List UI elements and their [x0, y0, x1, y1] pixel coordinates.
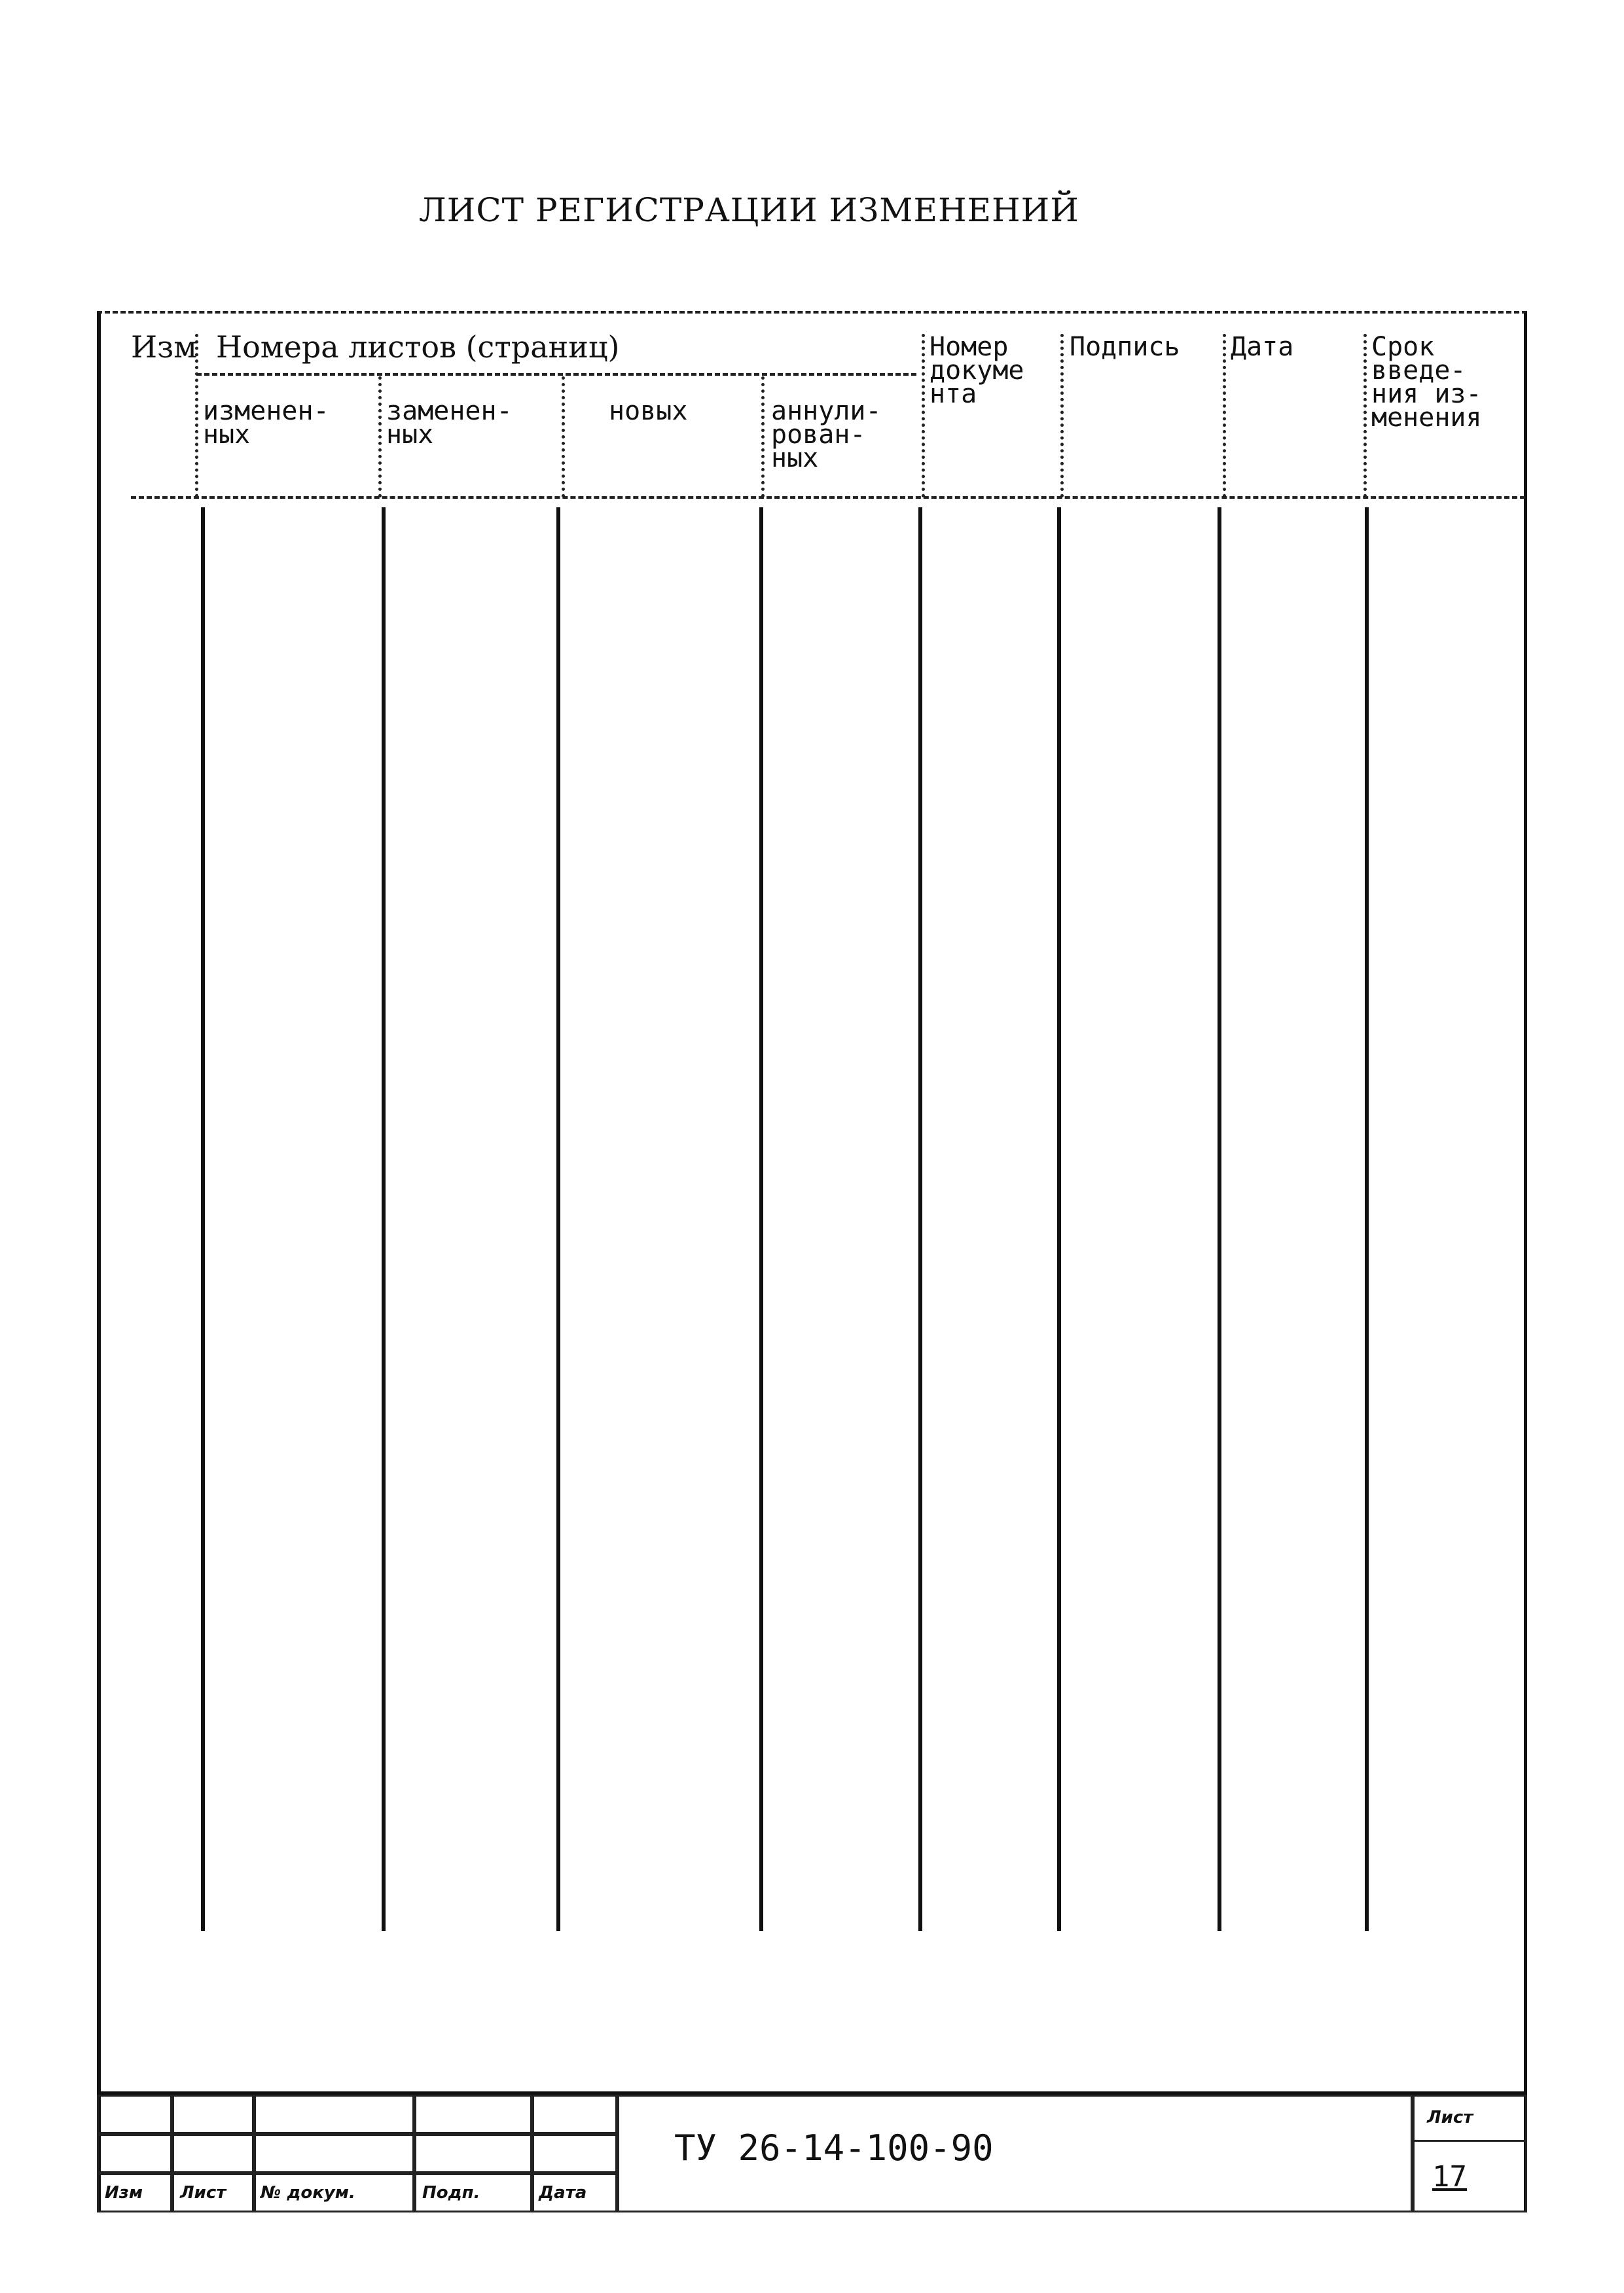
stamp-label-data: Дата	[539, 2183, 587, 2203]
body-col-line	[918, 507, 922, 1931]
stamp-cell	[97, 2095, 172, 2134]
header-bottom-divider	[131, 496, 1525, 499]
body-col-line	[1218, 507, 1221, 1931]
body-col-line	[759, 507, 763, 1931]
stamp-cell	[97, 2134, 172, 2173]
header-izmenennykh: изменен- ных	[203, 396, 329, 450]
document-code: ТУ 26-14-100-90	[674, 2127, 994, 2169]
header-col-sep	[378, 376, 382, 497]
body-col-line	[201, 507, 205, 1931]
header-annulirovannykh: аннули- рован- ных	[771, 396, 882, 473]
header-page-numbers: Номера листов (страниц)	[216, 329, 620, 365]
body-col-line	[382, 507, 386, 1931]
stamp-cell	[532, 2134, 617, 2173]
body-col-line	[1365, 507, 1369, 1931]
change-registration-table	[97, 311, 1527, 2212]
stamp-cell	[172, 2095, 254, 2134]
header-col-sep	[562, 376, 565, 497]
stamp-label-list: Лист	[180, 2183, 226, 2203]
stamp-cell	[254, 2134, 414, 2173]
sheet-number: 17	[1432, 2160, 1467, 2194]
body-col-line	[1057, 507, 1061, 1931]
stamp-cell	[532, 2095, 617, 2134]
page-title: ЛИСТ РЕГИСТРАЦИИ ИЗМЕНЕНИЙ	[419, 191, 1079, 229]
body-col-line	[556, 507, 560, 1931]
stamp-label-izm: Изм	[105, 2183, 143, 2203]
header-novykh: новых	[609, 396, 688, 426]
header-data: Дата	[1231, 332, 1294, 362]
header-nomer-dokumenta: Номер докуме нта	[929, 332, 1024, 409]
stamp-cell	[172, 2134, 254, 2173]
header-srok: Срок введе- ния из- менения	[1371, 332, 1482, 433]
header-podpis: Подпись	[1070, 332, 1180, 362]
header-col-sep	[1363, 334, 1367, 497]
header-col-sep	[1060, 334, 1064, 497]
stamp-cell	[414, 2134, 532, 2173]
header-col-sep	[761, 376, 765, 497]
header-col-sep	[1223, 334, 1226, 497]
stamp-label-podp: Подп.	[422, 2183, 480, 2203]
header-col-sep	[922, 334, 925, 497]
subheader-divider	[196, 373, 916, 376]
header-zamenennykh: заменен- ных	[386, 396, 513, 450]
header-izm: Изм	[131, 329, 197, 365]
stamp-label-doc-no: № докум.	[261, 2183, 355, 2203]
stamp-sheet-label: Лист	[1427, 2108, 1473, 2127]
stamp-cell	[254, 2095, 414, 2134]
stamp-cell	[414, 2095, 532, 2134]
